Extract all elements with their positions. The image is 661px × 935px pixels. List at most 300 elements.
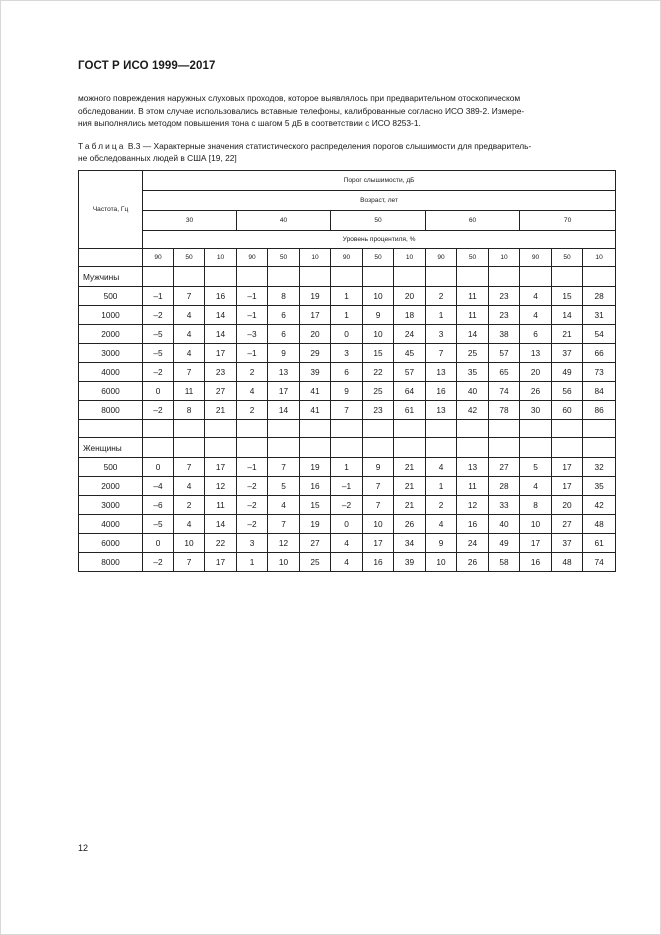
threshold-value: 5 [520, 458, 552, 477]
table-row [79, 306, 616, 325]
threshold-value: 26 [457, 553, 489, 572]
threshold-value: 2 [237, 363, 268, 382]
threshold-value: 57 [489, 344, 520, 363]
threshold-value: 7 [331, 401, 363, 420]
empty-cell [520, 438, 552, 458]
threshold-value: 17 [205, 553, 237, 572]
threshold-value: 16 [457, 515, 489, 534]
threshold-value: 13 [268, 363, 300, 382]
threshold-value: 29 [300, 344, 331, 363]
threshold-value: –2 [331, 496, 363, 515]
threshold-value: –5 [143, 515, 174, 534]
threshold-value: 17 [268, 382, 300, 401]
threshold-value: 14 [552, 306, 583, 325]
empty-cell [457, 267, 489, 287]
section-label-women: Женщины [79, 438, 143, 458]
threshold-value: 6 [268, 325, 300, 344]
threshold-value: 6 [520, 325, 552, 344]
threshold-value: 4 [174, 325, 205, 344]
threshold-value: 64 [394, 382, 426, 401]
percentile-label: 50 [174, 249, 205, 267]
threshold-value: 23 [205, 363, 237, 382]
threshold-value: 4 [331, 534, 363, 553]
threshold-value: 14 [205, 515, 237, 534]
threshold-value: 20 [394, 287, 426, 306]
threshold-value: 60 [552, 401, 583, 420]
threshold-value: 40 [457, 382, 489, 401]
threshold-value: 16 [205, 287, 237, 306]
empty-cell [363, 420, 394, 438]
threshold-value: 14 [268, 401, 300, 420]
threshold-value: 40 [489, 515, 520, 534]
threshold-value: 20 [520, 363, 552, 382]
threshold-value: –1 [237, 344, 268, 363]
threshold-value: 35 [457, 363, 489, 382]
threshold-value: 23 [489, 306, 520, 325]
threshold-value: 14 [205, 306, 237, 325]
threshold-value: 56 [552, 382, 583, 401]
empty-cell [300, 420, 331, 438]
threshold-value: –1 [237, 287, 268, 306]
empty-cell [331, 438, 363, 458]
threshold-value: 7 [174, 458, 205, 477]
threshold-value: 25 [457, 344, 489, 363]
empty-cell [457, 438, 489, 458]
threshold-value: 19 [300, 515, 331, 534]
threshold-value: 21 [394, 458, 426, 477]
empty-cell [331, 420, 363, 438]
threshold-header: Порог слышимости, дБ [143, 171, 616, 191]
table-row [79, 477, 616, 496]
threshold-value: 61 [394, 401, 426, 420]
threshold-value: 1 [331, 287, 363, 306]
threshold-value: 9 [363, 458, 394, 477]
threshold-value: 7 [426, 344, 457, 363]
percentile-label: 90 [426, 249, 457, 267]
threshold-value: 78 [489, 401, 520, 420]
threshold-value: 35 [583, 477, 616, 496]
empty-cell [143, 267, 174, 287]
threshold-value: 4 [426, 515, 457, 534]
percentile-label: 90 [237, 249, 268, 267]
threshold-value: 74 [583, 553, 616, 572]
threshold-value: –5 [143, 344, 174, 363]
threshold-value: 4 [520, 287, 552, 306]
threshold-value: 9 [363, 306, 394, 325]
threshold-value: 10 [363, 515, 394, 534]
threshold-value: –2 [143, 401, 174, 420]
threshold-value: 22 [363, 363, 394, 382]
frequency-cell: 500 [79, 287, 143, 306]
threshold-value: 38 [489, 325, 520, 344]
age-header: Возраст, лет [143, 191, 616, 211]
caption-text: — Характерные значения статистического распределения порогов слышимости для предваритель- [140, 141, 532, 151]
threshold-value: 4 [174, 306, 205, 325]
threshold-value: 26 [520, 382, 552, 401]
threshold-value: 33 [489, 496, 520, 515]
table-row [79, 515, 616, 534]
caption-label: Таблица [78, 141, 126, 151]
percentile-label: 90 [143, 249, 174, 267]
frequency-cell: 500 [79, 458, 143, 477]
threshold-value: 17 [205, 458, 237, 477]
percentile-label: 50 [268, 249, 300, 267]
empty-cell [143, 420, 174, 438]
threshold-value: 41 [300, 401, 331, 420]
threshold-value: 86 [583, 401, 616, 420]
threshold-value: 58 [489, 553, 520, 572]
threshold-value: 2 [426, 287, 457, 306]
threshold-value: 2 [426, 496, 457, 515]
frequency-header: Частота, Гц [79, 171, 143, 249]
caption-number: В.3 [127, 141, 141, 151]
frequency-cell: 2000 [79, 325, 143, 344]
threshold-value: 3 [237, 534, 268, 553]
threshold-value: 49 [552, 363, 583, 382]
percentile-label: 10 [205, 249, 237, 267]
threshold-value: 6 [268, 306, 300, 325]
percentile-label: 10 [394, 249, 426, 267]
threshold-value: 17 [300, 306, 331, 325]
threshold-value: 8 [268, 287, 300, 306]
threshold-value: 25 [300, 553, 331, 572]
table-row [79, 458, 616, 477]
threshold-value: 61 [583, 534, 616, 553]
threshold-value: 21 [394, 496, 426, 515]
empty-cell [426, 438, 457, 458]
threshold-value: 11 [205, 496, 237, 515]
threshold-value: 66 [583, 344, 616, 363]
frequency-cell: 8000 [79, 553, 143, 572]
threshold-value: 0 [143, 382, 174, 401]
threshold-value: 28 [489, 477, 520, 496]
threshold-value: 4 [237, 382, 268, 401]
threshold-value: 21 [552, 325, 583, 344]
empty-cell [331, 267, 363, 287]
threshold-value: 4 [520, 477, 552, 496]
threshold-value: –2 [143, 306, 174, 325]
threshold-value: 31 [583, 306, 616, 325]
threshold-value: 22 [205, 534, 237, 553]
threshold-value: 49 [489, 534, 520, 553]
threshold-value: 27 [552, 515, 583, 534]
hearing-threshold-table [78, 170, 616, 572]
threshold-value: 7 [174, 553, 205, 572]
table-row [79, 534, 616, 553]
threshold-value: 21 [394, 477, 426, 496]
page-number: 12 [78, 843, 89, 853]
threshold-value: 74 [489, 382, 520, 401]
threshold-value: 17 [363, 534, 394, 553]
frequency-cell: 8000 [79, 401, 143, 420]
empty-cell [174, 267, 205, 287]
empty-cell [205, 438, 237, 458]
threshold-value: 8 [174, 401, 205, 420]
empty-cell [237, 267, 268, 287]
threshold-value: 17 [552, 458, 583, 477]
threshold-value: 0 [331, 325, 363, 344]
threshold-value: 7 [363, 496, 394, 515]
empty-cell [174, 438, 205, 458]
empty-cell [237, 420, 268, 438]
threshold-value: 17 [205, 344, 237, 363]
threshold-value: 2 [174, 496, 205, 515]
threshold-value: 37 [552, 344, 583, 363]
threshold-value: –5 [143, 325, 174, 344]
threshold-value: 17 [552, 477, 583, 496]
threshold-value: 0 [143, 534, 174, 553]
threshold-value: 21 [205, 401, 237, 420]
threshold-value: 34 [394, 534, 426, 553]
threshold-value: –3 [237, 325, 268, 344]
empty-cell [363, 438, 394, 458]
threshold-value: 27 [205, 382, 237, 401]
empty-cell [552, 438, 583, 458]
empty-cell [79, 420, 143, 438]
threshold-value: 1 [426, 477, 457, 496]
frequency-cell: 2000 [79, 477, 143, 496]
percentile-label: 50 [363, 249, 394, 267]
threshold-value: –2 [143, 553, 174, 572]
threshold-value: 14 [457, 325, 489, 344]
table-row [79, 325, 616, 344]
empty-cell [457, 420, 489, 438]
threshold-value: 5 [268, 477, 300, 496]
threshold-value: 4 [174, 344, 205, 363]
empty-cell [205, 420, 237, 438]
table-row [79, 553, 616, 572]
percentile-label: 10 [583, 249, 616, 267]
threshold-value: 10 [520, 515, 552, 534]
empty-cell [174, 420, 205, 438]
frequency-cell: 4000 [79, 515, 143, 534]
age-group-header: 40 [237, 211, 331, 231]
empty-cell [363, 267, 394, 287]
threshold-value: 13 [457, 458, 489, 477]
threshold-value: 7 [363, 477, 394, 496]
threshold-value: 57 [394, 363, 426, 382]
age-group-header: 30 [143, 211, 237, 231]
threshold-value: 12 [205, 477, 237, 496]
threshold-value: 17 [520, 534, 552, 553]
threshold-value: 3 [331, 344, 363, 363]
threshold-value: 25 [363, 382, 394, 401]
frequency-cell: 6000 [79, 534, 143, 553]
empty-cell [489, 267, 520, 287]
threshold-value: 1 [331, 458, 363, 477]
threshold-value: –1 [237, 306, 268, 325]
empty-cell [426, 420, 457, 438]
caption-line-2: не обследованных людей в США [19, 22] [78, 153, 237, 163]
empty-cell [520, 267, 552, 287]
threshold-value: 30 [520, 401, 552, 420]
threshold-value: 15 [363, 344, 394, 363]
percentile-label: 10 [489, 249, 520, 267]
threshold-value: 48 [583, 515, 616, 534]
threshold-value: –1 [237, 458, 268, 477]
empty-cell [583, 267, 616, 287]
threshold-value: 42 [457, 401, 489, 420]
percentile-header: Уровень процентиля, % [143, 231, 616, 249]
threshold-value: 24 [394, 325, 426, 344]
threshold-value: 10 [268, 553, 300, 572]
threshold-value: 9 [331, 382, 363, 401]
empty-cell [552, 267, 583, 287]
threshold-value: 0 [331, 515, 363, 534]
threshold-value: 12 [268, 534, 300, 553]
percentile-label: 90 [520, 249, 552, 267]
threshold-value: 73 [583, 363, 616, 382]
table-row [79, 401, 616, 420]
paragraph-line: можного повреждения наружных слуховых проходов, которое выявлялось при предварительном отоскопическом [78, 93, 521, 103]
percentile-label: 10 [300, 249, 331, 267]
section-label-men: Мужчины [79, 267, 143, 287]
threshold-value: –2 [237, 477, 268, 496]
threshold-value: 27 [489, 458, 520, 477]
threshold-value: –6 [143, 496, 174, 515]
table-caption [78, 140, 614, 164]
threshold-value: –2 [143, 363, 174, 382]
threshold-value: 11 [457, 477, 489, 496]
threshold-value: 19 [300, 458, 331, 477]
frequency-cell: 1000 [79, 306, 143, 325]
threshold-value: 20 [300, 325, 331, 344]
threshold-value: –2 [237, 515, 268, 534]
threshold-value: 14 [205, 325, 237, 344]
threshold-value: 11 [457, 287, 489, 306]
threshold-value: 13 [426, 401, 457, 420]
threshold-value: 16 [363, 553, 394, 572]
threshold-value: 9 [426, 534, 457, 553]
threshold-value: 6 [331, 363, 363, 382]
threshold-value: –2 [237, 496, 268, 515]
empty-cell [520, 420, 552, 438]
empty-cell [489, 420, 520, 438]
threshold-value: 32 [583, 458, 616, 477]
threshold-value: 24 [457, 534, 489, 553]
threshold-value: 42 [583, 496, 616, 515]
threshold-value: 23 [489, 287, 520, 306]
threshold-value: 4 [426, 458, 457, 477]
threshold-value: 16 [300, 477, 331, 496]
empty-cell [300, 267, 331, 287]
threshold-value: 1 [237, 553, 268, 572]
intro-paragraph [78, 92, 614, 130]
age-group-header: 60 [426, 211, 520, 231]
threshold-value: 45 [394, 344, 426, 363]
threshold-value: 9 [268, 344, 300, 363]
threshold-value: 54 [583, 325, 616, 344]
threshold-value: 10 [363, 287, 394, 306]
threshold-value: 1 [331, 306, 363, 325]
threshold-value: –1 [143, 287, 174, 306]
threshold-value: 26 [394, 515, 426, 534]
threshold-value: –1 [331, 477, 363, 496]
frequency-cell: 3000 [79, 496, 143, 515]
threshold-value: 4 [268, 496, 300, 515]
threshold-value: 18 [394, 306, 426, 325]
percentile-label: 50 [457, 249, 489, 267]
table-row [79, 287, 616, 306]
empty-cell [394, 267, 426, 287]
percentile-label: 50 [552, 249, 583, 267]
age-group-header: 50 [331, 211, 426, 231]
threshold-value: 13 [520, 344, 552, 363]
threshold-value: –4 [143, 477, 174, 496]
percentile-label: 90 [331, 249, 363, 267]
threshold-value: 2 [237, 401, 268, 420]
threshold-value: 65 [489, 363, 520, 382]
threshold-value: 4 [174, 477, 205, 496]
threshold-value: 23 [363, 401, 394, 420]
threshold-value: 7 [174, 363, 205, 382]
empty-cell [300, 438, 331, 458]
empty-cell [489, 438, 520, 458]
table-row [79, 344, 616, 363]
threshold-value: 15 [552, 287, 583, 306]
threshold-value: 3 [426, 325, 457, 344]
paragraph-line: обследовании. В этом случае использовались вставные телефоны, калиброванные согласно ИСО 389-2. Измере- [78, 105, 525, 116]
frequency-cell: 3000 [79, 344, 143, 363]
threshold-value: 39 [394, 553, 426, 572]
threshold-value: 28 [583, 287, 616, 306]
threshold-value: 7 [268, 458, 300, 477]
threshold-value: 39 [300, 363, 331, 382]
threshold-value: 15 [300, 496, 331, 515]
document-header: ГОСТ Р ИСО 1999—2017 [78, 60, 216, 72]
threshold-value: 7 [174, 287, 205, 306]
threshold-value: 84 [583, 382, 616, 401]
threshold-value: 37 [552, 534, 583, 553]
empty-cell [205, 267, 237, 287]
threshold-value: 4 [520, 306, 552, 325]
empty-cell [583, 420, 616, 438]
empty-cell [268, 438, 300, 458]
threshold-value: 7 [268, 515, 300, 534]
empty-cell [394, 420, 426, 438]
empty-cell [583, 438, 616, 458]
empty-cell [394, 438, 426, 458]
empty-cell [237, 438, 268, 458]
threshold-value: 16 [426, 382, 457, 401]
threshold-value: 1 [426, 306, 457, 325]
threshold-value: 48 [552, 553, 583, 572]
table-row [79, 496, 616, 515]
threshold-value: 10 [363, 325, 394, 344]
threshold-value: 4 [331, 553, 363, 572]
age-group-header: 70 [520, 211, 616, 231]
table-row [79, 382, 616, 401]
threshold-value: 13 [426, 363, 457, 382]
frequency-cell: 4000 [79, 363, 143, 382]
threshold-value: 16 [520, 553, 552, 572]
threshold-value: 27 [300, 534, 331, 553]
threshold-value: 10 [174, 534, 205, 553]
threshold-value: 0 [143, 458, 174, 477]
frequency-cell: 6000 [79, 382, 143, 401]
threshold-value: 8 [520, 496, 552, 515]
empty-cell [143, 438, 174, 458]
table-row [79, 363, 616, 382]
threshold-value: 11 [457, 306, 489, 325]
percentile-spacer [79, 249, 143, 267]
empty-cell [268, 267, 300, 287]
threshold-value: 20 [552, 496, 583, 515]
threshold-value: 19 [300, 287, 331, 306]
empty-cell [426, 267, 457, 287]
threshold-value: 41 [300, 382, 331, 401]
threshold-value: 4 [174, 515, 205, 534]
